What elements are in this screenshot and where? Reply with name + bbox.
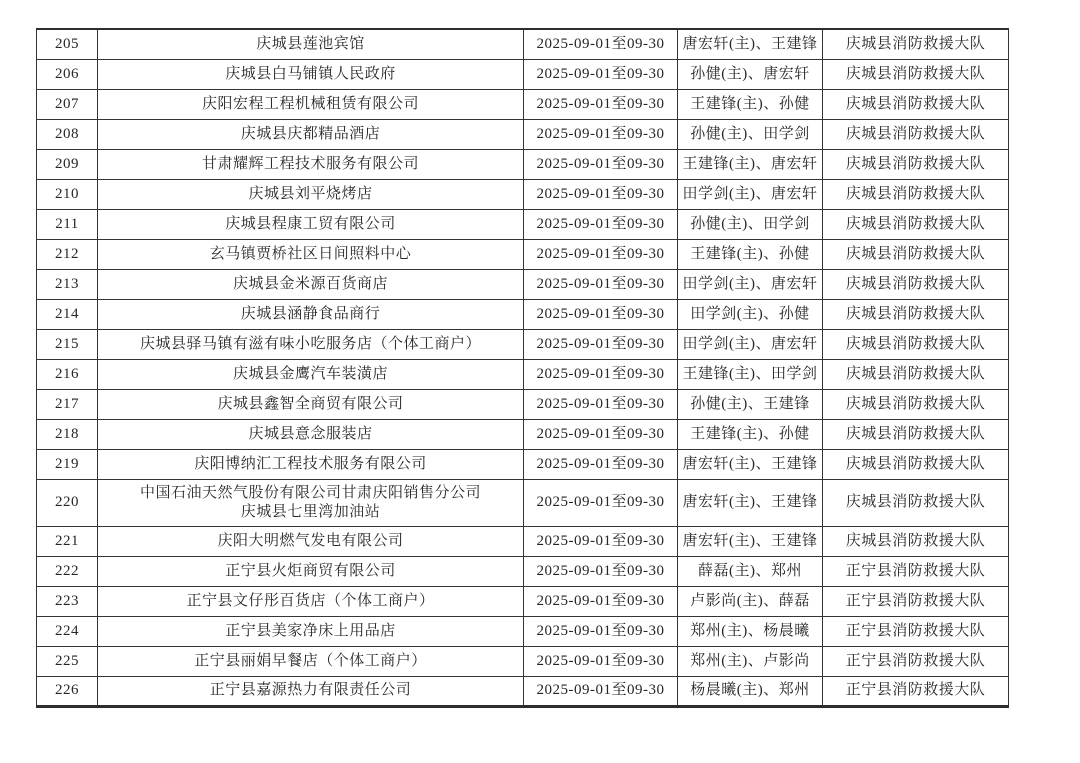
unit-name [98,449,524,479]
org-unit-text: 庆城县消防救援大队 [845,335,986,352]
inspectors-text: 孙健(主)、王建锋 [690,395,810,412]
inspection-date-text: 2025-09-01至09-30 [536,245,665,262]
org-unit [823,526,1009,556]
inspection-date-text: 2025-09-01至09-30 [536,592,665,609]
unit-name [98,616,524,646]
row-number [37,149,98,179]
row-number [37,419,98,449]
unit-name [98,526,524,556]
unit-name-text: 庆城县驿马镇有滋有味小吃服务店（个体工商户） [139,335,481,352]
row-number [37,586,98,616]
org-unit-text: 庆城县消防救援大队 [845,365,986,382]
inspectors-text: 王建锋(主)、孙健 [690,95,810,112]
inspectors [678,209,823,239]
row-number [37,239,98,269]
org-unit-text: 庆城县消防救援大队 [845,95,986,112]
unit-name-text: 中国石油天然气股份有限公司甘肃庆阳销售分公司 [139,484,481,501]
unit-name-text: 庆城县金米源百货商店 [232,275,388,292]
unit-name [98,329,524,359]
unit-name [98,299,524,329]
inspectors [678,239,823,269]
unit-name [98,676,524,706]
row-number-text: 222 [55,562,79,579]
org-unit [823,269,1009,299]
org-unit [823,616,1009,646]
inspection-date [524,526,678,556]
row-number-text: 219 [55,455,79,472]
unit-name [98,389,524,419]
table-row [37,676,1009,706]
org-unit-text: 庆城县消防救援大队 [845,185,986,202]
org-unit-text: 庆城县消防救援大队 [845,275,986,292]
unit-name-text: 正宁县文仔彤百货店（个体工商户） [186,592,435,609]
row-number-text: 213 [55,275,79,292]
unit-name [98,556,524,586]
unit-name [98,269,524,299]
row-number-text: 210 [55,185,79,202]
row-number [37,526,98,556]
inspectors-text: 郑州(主)、卢影尚 [690,652,810,669]
inspection-date [524,676,678,706]
row-number-text: 215 [55,335,79,352]
org-unit [823,209,1009,239]
inspection-date-text: 2025-09-01至09-30 [536,532,665,549]
inspection-date-text: 2025-09-01至09-30 [536,125,665,142]
inspectors-text: 王建锋(主)、孙健 [690,245,810,262]
table-body [37,29,1009,706]
inspectors-text: 王建锋(主)、孙健 [690,425,810,442]
inspection-date-text: 2025-09-01至09-30 [536,275,665,292]
inspectors [678,676,823,706]
inspection-date [524,449,678,479]
inspection-date-text: 2025-09-01至09-30 [536,682,665,699]
inspection-date [524,149,678,179]
org-unit [823,586,1009,616]
unit-name-text: 庆城县七里湾加油站 [240,503,381,520]
inspectors [678,299,823,329]
unit-name-text: 庆阳宏程工程机械租赁有限公司 [201,95,419,112]
inspection-date-text: 2025-09-01至09-30 [536,215,665,232]
inspection-date [524,329,678,359]
unit-name-text: 正宁县丽娟早餐店（个体工商户） [194,652,427,669]
row-number [37,59,98,89]
inspection-date-text: 2025-09-01至09-30 [536,652,665,669]
inspection-table [36,28,1009,708]
table-row [37,479,1009,526]
inspectors [678,526,823,556]
inspectors [678,646,823,676]
org-unit-text: 庆城县消防救援大队 [845,125,986,142]
inspectors [678,119,823,149]
inspection-date-text: 2025-09-01至09-30 [536,622,665,639]
unit-name-text: 正宁县火炬商贸有限公司 [225,562,396,579]
unit-name [98,239,524,269]
row-number-text: 209 [55,155,79,172]
row-number-text: 216 [55,365,79,382]
inspectors-text: 唐宏轩(主)、王建锋 [682,494,818,511]
inspection-date [524,59,678,89]
org-unit-text: 正宁县消防救援大队 [845,592,986,609]
table-row [37,329,1009,359]
inspectors-text: 田学剑(主)、唐宏轩 [682,275,818,292]
unit-name-text: 庆阳大明燃气发电有限公司 [217,532,404,549]
table-row [37,299,1009,329]
unit-name-text: 庆城县庆都精品酒店 [240,125,381,142]
inspection-date [524,239,678,269]
table-row [37,586,1009,616]
org-unit [823,119,1009,149]
org-unit [823,449,1009,479]
unit-name [98,419,524,449]
inspectors [678,29,823,59]
row-number [37,449,98,479]
org-unit [823,29,1009,59]
org-unit-text: 庆城县消防救援大队 [845,35,986,52]
inspection-date [524,479,678,526]
org-unit [823,676,1009,706]
unit-name-text: 庆城县涵静食品商行 [240,305,381,322]
row-number-text: 208 [55,125,79,142]
row-number [37,359,98,389]
inspection-date-text: 2025-09-01至09-30 [536,425,665,442]
org-unit [823,419,1009,449]
table-row [37,556,1009,586]
row-number-text: 217 [55,395,79,412]
org-unit-text: 庆城县消防救援大队 [845,155,986,172]
table-row [37,269,1009,299]
row-number-text: 212 [55,245,79,262]
inspectors-text: 卢影尚(主)、薛磊 [690,592,810,609]
inspectors-text: 杨晨曦(主)、郑州 [690,682,810,699]
org-unit-text: 正宁县消防救援大队 [845,652,986,669]
unit-name [98,179,524,209]
org-unit [823,239,1009,269]
row-number-text: 206 [55,65,79,82]
unit-name [98,586,524,616]
inspectors [678,89,823,119]
inspection-date-text: 2025-09-01至09-30 [536,335,665,352]
table-row [37,149,1009,179]
row-number-text: 223 [55,592,79,609]
row-number [37,29,98,59]
table-row [37,526,1009,556]
table-row [37,616,1009,646]
table-row [37,119,1009,149]
unit-name-text: 庆城县鑫智全商贸有限公司 [217,395,404,412]
org-unit-text: 庆城县消防救援大队 [845,425,986,442]
inspectors [678,419,823,449]
unit-name-text: 庆城县白马铺镇人民政府 [225,65,396,82]
inspection-date-text: 2025-09-01至09-30 [536,305,665,322]
inspection-date-text: 2025-09-01至09-30 [536,65,665,82]
org-unit-text: 庆城县消防救援大队 [845,215,986,232]
inspection-date [524,586,678,616]
inspection-date [524,389,678,419]
table-row [37,209,1009,239]
table-row [37,359,1009,389]
unit-name [98,119,524,149]
row-number [37,269,98,299]
inspectors [678,586,823,616]
unit-name-text: 正宁县嘉源热力有限责任公司 [209,682,412,699]
org-unit-text: 庆城县消防救援大队 [845,494,986,511]
inspectors-text: 孙健(主)、田学剑 [690,125,810,142]
inspection-date-text: 2025-09-01至09-30 [536,155,665,172]
org-unit [823,389,1009,419]
inspection-date-text: 2025-09-01至09-30 [536,494,665,511]
inspection-date [524,179,678,209]
org-unit [823,149,1009,179]
org-unit [823,59,1009,89]
inspectors-text: 田学剑(主)、唐宏轩 [682,335,818,352]
unit-name [98,29,524,59]
table-row [37,29,1009,59]
unit-name [98,149,524,179]
row-number [37,389,98,419]
unit-name-text: 庆阳博纳汇工程技术服务有限公司 [194,455,427,472]
row-number-text: 205 [55,35,79,52]
org-unit [823,479,1009,526]
inspectors-text: 王建锋(主)、田学剑 [682,365,818,382]
inspection-date [524,269,678,299]
unit-name-text: 甘肃耀辉工程技术服务有限公司 [201,155,419,172]
row-number-text: 225 [55,652,79,669]
inspectors-text: 田学剑(主)、唐宏轩 [682,185,818,202]
org-unit [823,179,1009,209]
inspection-date [524,119,678,149]
org-unit [823,359,1009,389]
table-row [37,89,1009,119]
table-row [37,419,1009,449]
unit-name [98,646,524,676]
org-unit [823,329,1009,359]
row-number-text: 218 [55,425,79,442]
inspectors [678,329,823,359]
inspection-date [524,299,678,329]
inspection-date [524,359,678,389]
inspectors-text: 田学剑(主)、孙健 [690,305,810,322]
org-unit-text: 正宁县消防救援大队 [845,562,986,579]
unit-name-text: 庆城县刘平烧烤店 [248,185,373,202]
unit-name-text: 庆城县金鹰汽车装潢店 [232,365,388,382]
row-number-text: 211 [55,215,79,232]
unit-name [98,59,524,89]
row-number [37,329,98,359]
unit-name-text: 正宁县美家净床上用品店 [225,622,396,639]
inspectors-text: 孙健(主)、田学剑 [690,215,810,232]
inspectors [678,269,823,299]
inspection-date-text: 2025-09-01至09-30 [536,95,665,112]
unit-name [98,479,524,526]
inspectors-text: 郑州(主)、杨晨曦 [690,622,810,639]
inspectors-text: 孙健(主)、唐宏轩 [690,65,810,82]
inspectors-text: 王建锋(主)、唐宏轩 [682,155,818,172]
inspection-date-text: 2025-09-01至09-30 [536,185,665,202]
inspectors [678,59,823,89]
row-number [37,299,98,329]
table-row [37,646,1009,676]
unit-name [98,209,524,239]
org-unit-text: 庆城县消防救援大队 [845,245,986,262]
row-number-text: 221 [55,532,79,549]
inspection-date-text: 2025-09-01至09-30 [536,395,665,412]
inspectors-text: 薛磊(主)、郑州 [698,562,802,579]
org-unit-text: 庆城县消防救援大队 [845,395,986,412]
row-number [37,119,98,149]
org-unit [823,89,1009,119]
org-unit-text: 庆城县消防救援大队 [845,455,986,472]
table-row [37,449,1009,479]
unit-name-text: 庆城县莲池宾馆 [256,35,365,52]
table-row [37,179,1009,209]
org-unit-text: 庆城县消防救援大队 [845,65,986,82]
org-unit-text: 正宁县消防救援大队 [845,682,986,699]
row-number-text: 207 [55,95,79,112]
row-number [37,479,98,526]
inspection-date [524,616,678,646]
org-unit-text: 正宁县消防救援大队 [845,622,986,639]
inspection-date [524,556,678,586]
inspectors-text: 唐宏轩(主)、王建锋 [682,532,818,549]
org-unit-text: 庆城县消防救援大队 [845,532,986,549]
row-number [37,676,98,706]
org-unit-text: 庆城县消防救援大队 [845,305,986,322]
unit-name-text: 庆城县程康工贸有限公司 [225,215,396,232]
row-number-text: 226 [55,682,79,699]
inspectors [678,479,823,526]
inspection-date-text: 2025-09-01至09-30 [536,455,665,472]
row-number-text: 224 [55,622,79,639]
table-row [37,389,1009,419]
unit-name [98,89,524,119]
table-row [37,239,1009,269]
unit-name-text: 玄马镇贾桥社区日间照料中心 [209,245,412,262]
inspectors [678,359,823,389]
unit-name [98,359,524,389]
inspection-date-text: 2025-09-01至09-30 [536,365,665,382]
inspectors-text: 唐宏轩(主)、王建锋 [682,35,818,52]
row-number [37,89,98,119]
row-number [37,616,98,646]
row-number [37,179,98,209]
table-row [37,59,1009,89]
inspectors [678,449,823,479]
inspection-date-text: 2025-09-01至09-30 [536,562,665,579]
inspection-date-text: 2025-09-01至09-30 [536,35,665,52]
unit-name-text: 庆城县意念服装店 [248,425,373,442]
row-number [37,556,98,586]
inspectors [678,179,823,209]
row-number [37,646,98,676]
inspection-date [524,419,678,449]
org-unit [823,299,1009,329]
row-number-text: 220 [55,494,79,511]
inspectors [678,556,823,586]
inspectors [678,616,823,646]
inspectors [678,149,823,179]
org-unit [823,556,1009,586]
org-unit [823,646,1009,676]
row-number-text: 214 [55,305,79,322]
inspectors-text: 唐宏轩(主)、王建锋 [682,455,818,472]
row-number [37,209,98,239]
inspectors [678,389,823,419]
inspection-date [524,209,678,239]
inspection-date [524,29,678,59]
inspection-date [524,646,678,676]
inspection-date [524,89,678,119]
